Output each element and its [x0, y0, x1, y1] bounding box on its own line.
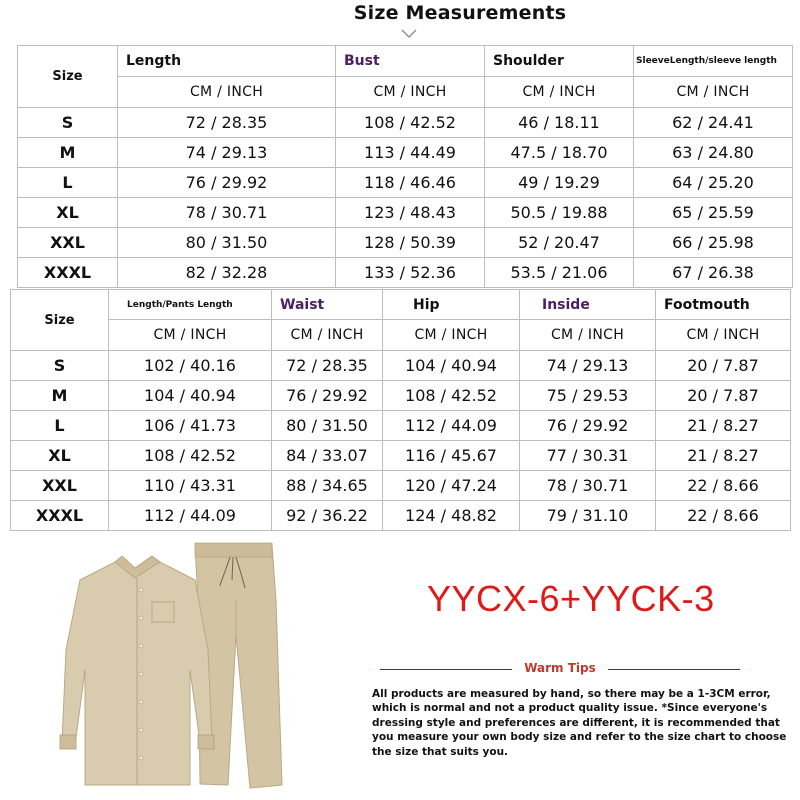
size-column-header: Size	[11, 290, 109, 351]
warm-tips-body: All products are measured by hand, so there may be a 1-3CM error, which is normal and not a product quality issue. *Since everyone's dressing style and preferences are different, it is recommended that you measure your own body size and refer to the size chart to choose the size that suits you.	[372, 688, 787, 758]
size-label: XXL	[18, 228, 118, 258]
pants-length-cell: 112 / 44.09	[109, 501, 272, 531]
size-label: XXL	[11, 471, 109, 501]
pants-length-cell: 104 / 40.94	[109, 381, 272, 411]
product-code: YYCX-6+YYCK-3	[427, 578, 715, 619]
table-row	[18, 258, 793, 288]
shoulder-cell: 53.5 / 21.06	[485, 258, 634, 288]
length-cell: 80 / 31.50	[118, 228, 336, 258]
table-row	[11, 381, 791, 411]
pants-size-table	[10, 289, 791, 531]
length-cell: 78 / 30.71	[118, 198, 336, 228]
sleeve-cell: 67 / 26.38	[634, 258, 793, 288]
shoulder-cell: 50.5 / 19.88	[485, 198, 634, 228]
size-label: L	[18, 168, 118, 198]
inside-cell: 79 / 31.10	[520, 501, 656, 531]
size-column-header: Size	[18, 46, 118, 108]
waist-cell: 80 / 31.50	[272, 411, 383, 441]
inside-cell: 74 / 29.13	[520, 351, 656, 381]
table-row	[11, 411, 791, 441]
size-label: M	[18, 138, 118, 168]
warm-tips-title: Warm Tips	[524, 661, 596, 675]
table-row	[18, 108, 793, 138]
sleeve-cell: 66 / 25.98	[634, 228, 793, 258]
pants-length-cell: 106 / 41.73	[109, 411, 272, 441]
inside-cell: 76 / 29.92	[520, 411, 656, 441]
size-label: M	[11, 381, 109, 411]
sleeve-cell: 62 / 24.41	[634, 108, 793, 138]
footmouth-cell: 22 / 8.66	[656, 501, 791, 531]
inside-cell: 78 / 30.71	[520, 471, 656, 501]
shirt-size-table	[17, 45, 793, 288]
sleeve-cell: 63 / 24.80	[634, 138, 793, 168]
size-label: XL	[11, 441, 109, 471]
shirt-illustration	[60, 556, 214, 785]
hip-cell: 120 / 47.24	[383, 471, 520, 501]
header-hip: Hip	[383, 290, 520, 320]
header-shoulder: Shoulder	[485, 46, 634, 77]
hip-cell: 112 / 44.09	[383, 411, 520, 441]
unit-label: CM / INCH	[520, 320, 656, 351]
divider-line	[608, 669, 740, 670]
sleeve-cell: 64 / 25.20	[634, 168, 793, 198]
header-sleeve-length: SleeveLength/sleeve length	[634, 46, 793, 77]
waist-cell: 88 / 34.65	[272, 471, 383, 501]
hip-cell: 104 / 40.94	[383, 351, 520, 381]
waist-cell: 84 / 33.07	[272, 441, 383, 471]
footmouth-cell: 21 / 8.27	[656, 411, 791, 441]
bust-cell: 113 / 44.49	[336, 138, 485, 168]
unit-label: CM / INCH	[383, 320, 520, 351]
unit-label: CM / INCH	[272, 320, 383, 351]
inside-cell: 77 / 30.31	[520, 441, 656, 471]
shoulder-cell: 46 / 18.11	[485, 108, 634, 138]
table-row	[18, 198, 793, 228]
length-cell: 72 / 28.35	[118, 108, 336, 138]
size-label: L	[11, 411, 109, 441]
header-bust: Bust	[336, 46, 485, 77]
table-row	[11, 441, 791, 471]
bust-cell: 108 / 42.52	[336, 108, 485, 138]
shoulder-cell: 49 / 19.29	[485, 168, 634, 198]
size-label: S	[18, 108, 118, 138]
waist-cell: 72 / 28.35	[272, 351, 383, 381]
footmouth-cell: 22 / 8.66	[656, 471, 791, 501]
header-pants-length: Length/Pants Length	[109, 290, 272, 320]
pants-length-cell: 110 / 43.31	[109, 471, 272, 501]
footmouth-cell: 21 / 8.27	[656, 441, 791, 471]
table-row	[11, 351, 791, 381]
shoulder-cell: 47.5 / 18.70	[485, 138, 634, 168]
table-row	[18, 168, 793, 198]
header-footmouth: Footmouth	[656, 290, 791, 320]
size-label: XXXL	[18, 258, 118, 288]
hip-cell: 116 / 45.67	[383, 441, 520, 471]
hip-cell: 108 / 42.52	[383, 381, 520, 411]
unit-label: CM / INCH	[109, 320, 272, 351]
waist-cell: 76 / 29.92	[272, 381, 383, 411]
size-label: XXXL	[11, 501, 109, 531]
footmouth-cell: 20 / 7.87	[656, 381, 791, 411]
header-inside: Inside	[520, 290, 656, 320]
header-length: Length	[118, 46, 336, 77]
pants-length-cell: 108 / 42.52	[109, 441, 272, 471]
unit-label: CM / INCH	[634, 77, 793, 108]
table-row	[18, 138, 793, 168]
bust-cell: 128 / 50.39	[336, 228, 485, 258]
sleeve-cell: 65 / 25.59	[634, 198, 793, 228]
size-label: S	[11, 351, 109, 381]
pants-length-cell: 102 / 40.16	[109, 351, 272, 381]
shoulder-cell: 52 / 20.47	[485, 228, 634, 258]
product-photo	[40, 540, 290, 795]
divider-line	[380, 669, 512, 670]
bust-cell: 133 / 52.36	[336, 258, 485, 288]
chevron-down-icon	[400, 28, 418, 40]
footmouth-cell: 20 / 7.87	[656, 351, 791, 381]
length-cell: 74 / 29.13	[118, 138, 336, 168]
length-cell: 76 / 29.92	[118, 168, 336, 198]
table-row	[11, 471, 791, 501]
hip-cell: 124 / 48.82	[383, 501, 520, 531]
page-title: Size Measurements	[353, 2, 567, 24]
table-row	[18, 228, 793, 258]
bust-cell: 118 / 46.46	[336, 168, 485, 198]
bust-cell: 123 / 48.43	[336, 198, 485, 228]
length-cell: 82 / 32.28	[118, 258, 336, 288]
inside-cell: 75 / 29.53	[520, 381, 656, 411]
header-waist: Waist	[272, 290, 383, 320]
table-row	[11, 501, 791, 531]
unit-label: CM / INCH	[656, 320, 791, 351]
unit-label: CM / INCH	[485, 77, 634, 108]
unit-label: CM / INCH	[336, 77, 485, 108]
size-label: XL	[18, 198, 118, 228]
waist-cell: 92 / 36.22	[272, 501, 383, 531]
unit-label: CM / INCH	[118, 77, 336, 108]
